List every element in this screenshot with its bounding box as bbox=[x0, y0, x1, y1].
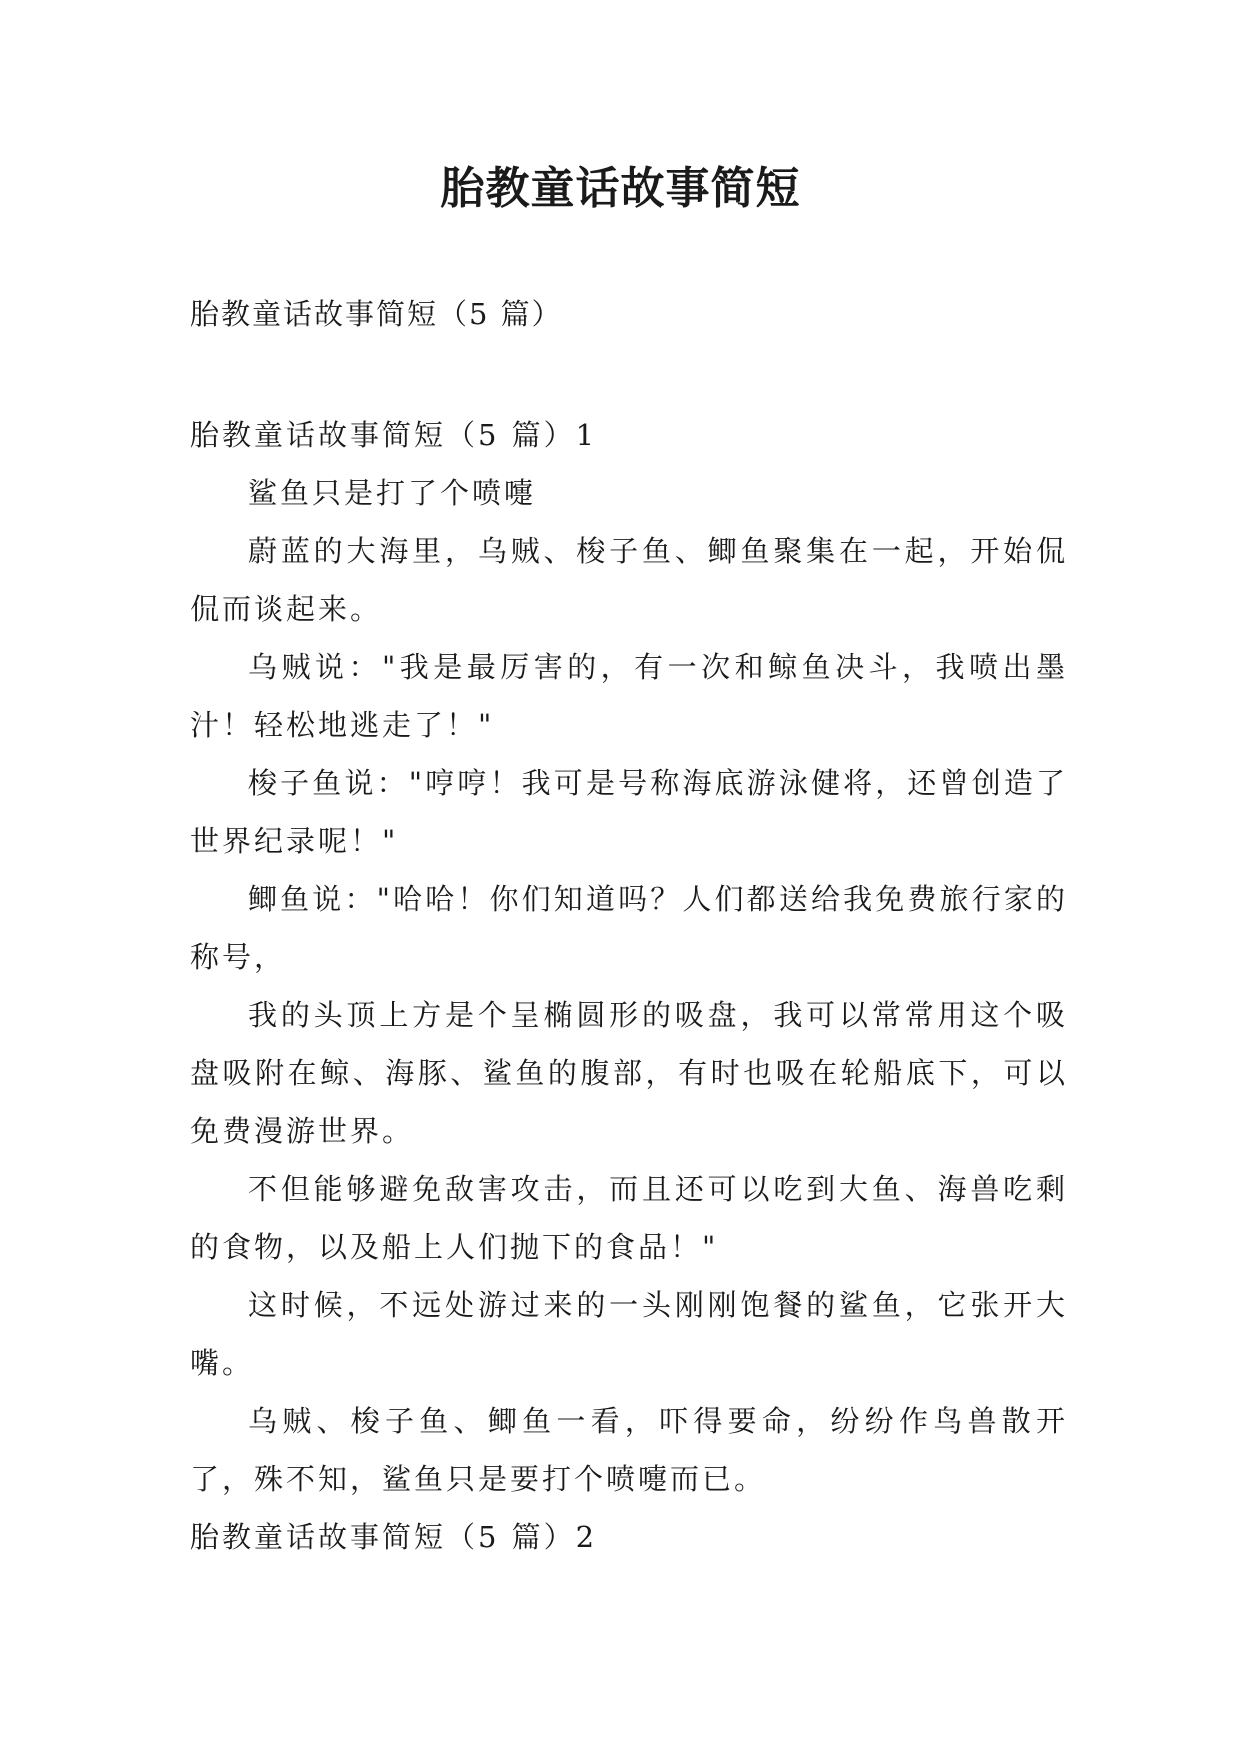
paragraph: 乌贼说："我是最厉害的，有一次和鲸鱼决斗，我喷出墨汁！轻松地逃走了！" bbox=[190, 650, 1068, 742]
document-body bbox=[190, 406, 1068, 1566]
section-heading-2: 胎教童话故事简短（5 篇）2 bbox=[190, 1520, 598, 1554]
paragraph: 不但能够避免敌害攻击，而且还可以吃到大鱼、海兽吃剩的食物，以及船上人们抛下的食品！" bbox=[190, 1172, 1068, 1264]
story-title: 鲨鱼只是打了个喷嚏 bbox=[248, 476, 537, 510]
section-heading-1: 胎教童话故事简短（5 篇）1 bbox=[190, 418, 598, 452]
paragraph: 乌贼、梭子鱼、鲫鱼一看，吓得要命，纷纷作鸟兽散开了，殊不知，鲨鱼只是要打个喷嚏而已。 bbox=[190, 1404, 1068, 1496]
paragraph: 梭子鱼说："哼哼！我可是号称海底游泳健将，还曾创造了世界纪录呢！" bbox=[190, 766, 1068, 858]
paragraph: 这时候，不远处游过来的一头刚刚饱餐的鲨鱼，它张开大嘴。 bbox=[190, 1288, 1068, 1380]
document-title: 胎教童话故事简短 bbox=[440, 163, 801, 214]
paragraph: 蔚蓝的大海里，乌贼、梭子鱼、鲫鱼聚集在一起，开始侃侃而谈起来。 bbox=[190, 534, 1068, 626]
paragraph: 鲫鱼说："哈哈！你们知道吗？人们都送给我免费旅行家的称号， bbox=[190, 882, 1068, 974]
document-subtitle: 胎教童话故事简短（5 篇） bbox=[190, 297, 563, 331]
paragraph: 我的头顶上方是个呈椭圆形的吸盘，我可以常常用这个吸盘吸附在鲸、海豚、鲨鱼的腹部，有时也吸在轮船底下，可以免费漫游世界。 bbox=[190, 998, 1068, 1148]
